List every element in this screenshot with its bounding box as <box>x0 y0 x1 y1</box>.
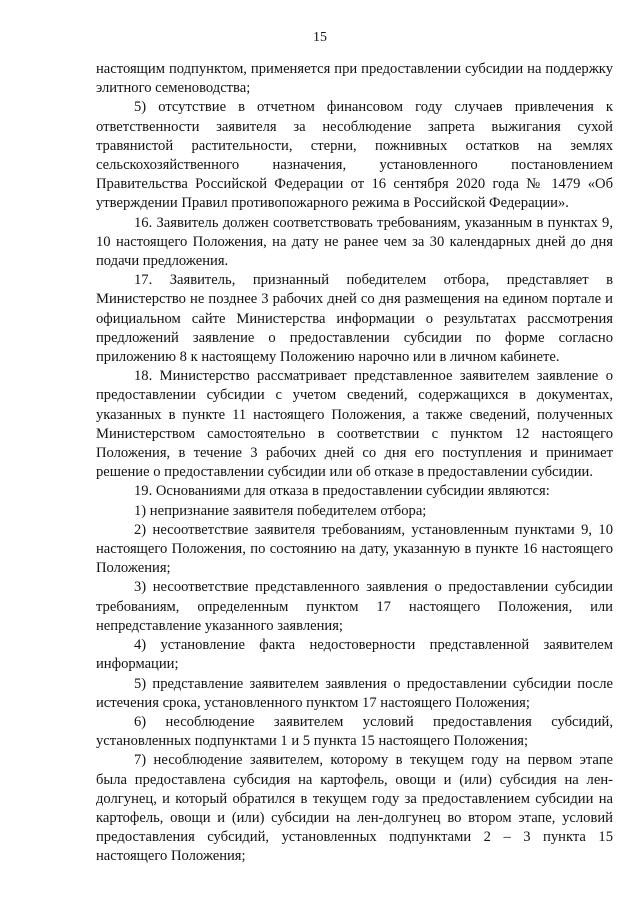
paragraph: 1) непризнание заявителя победителем отбора; <box>134 502 427 519</box>
paragraph: 7) несоблюдение заявителем, которому в текущем году на первом этапе была предоставлена субсидия на картофель, овощи и (или) субсидия на лен-долгунец, и который обратился в текущем году за предоставлением субсидии на картофель, овощи и (или) субсидии на лен-долгунец во втором этапе, условий предоставления субсидий, установленных подпунктами 2 – 3 пункта 15 настоящего Положения; <box>96 752 613 865</box>
paragraph: 2) несоответствие заявителя требованиям, установленным пунктами 9, 10 настоящего Положения, по состоянию на дату, указанную в пункте 16 настоящего Положения; <box>96 521 613 577</box>
paragraph: 18. Министерство рассматривает представленное заявителем заявление о предоставлении субсидии с учетом сведений, содержащихся в документах, указанных в пункте 11 настоящего Положения, а также сведений, полученных Министерством самостоятельно в соответствии с пунктом 12 настоящего Положения, в течение 3 рабочих дней со дня его поступления и принимает решение о предоставлении субсидии или об отказе в предоставлении субсидии. <box>96 368 613 481</box>
paragraph: 5) представление заявителем заявления о предоставлении субсидии после истечения срока, установленного пунктом 17 настоящего Положения; <box>96 675 613 711</box>
paragraph: 17. Заявитель, признанный победителем отбора, представляет в Министерство не позднее 3 рабочих дней со дня размещения на едином портале и официальном сайте Министерства информации о результатах рассмотрения предложений заявление о предоставлении субсидии по форме согласно приложению 8 к настоящему Положению нарочно или в личном кабинете. <box>96 272 613 366</box>
document-body <box>96 60 613 867</box>
paragraph: 4) установление факта недостоверности представленной заявителем информации; <box>96 637 613 673</box>
paragraph: 19. Основаниями для отказа в предоставлении субсидии являются: <box>134 483 550 500</box>
page-number: 15 <box>313 30 327 45</box>
paragraph: 5) отсутствие в отчетном финансовом году случаев привлечения к ответственности заявителя за несоблюдение запрета выжигания сухой травянистой растительности, стерни, пожнивных остатков на землях сельскохозяйственного назначения, установленного постановлением Правительства Российской Федерации от 16 сентября 2020 года № 1479 «Об утверждении Правил противопожарного режима в Российской Федерации». <box>96 99 613 212</box>
paragraph: настоящим подпунктом, применяется при предоставлении субсидии на поддержку элитного семеноводства; <box>96 61 613 97</box>
paragraph: 6) несоблюдение заявителем условий предоставления субсидий, установленных подпунктами 1 и 5 пункта 15 настоящего Положения; <box>96 713 613 750</box>
paragraph: 16. Заявитель должен соответствовать требованиям, указанным в пунктах 9, 10 настоящего Положения, на дату не ранее чем за 30 календарных дней до дня подачи предложения. <box>96 214 613 270</box>
paragraph: 3) несоответствие представленного заявления о предоставлении субсидии требованиям, определенным пунктом 17 настоящего Положения, или непредставление указанного заявления; <box>96 579 613 634</box>
